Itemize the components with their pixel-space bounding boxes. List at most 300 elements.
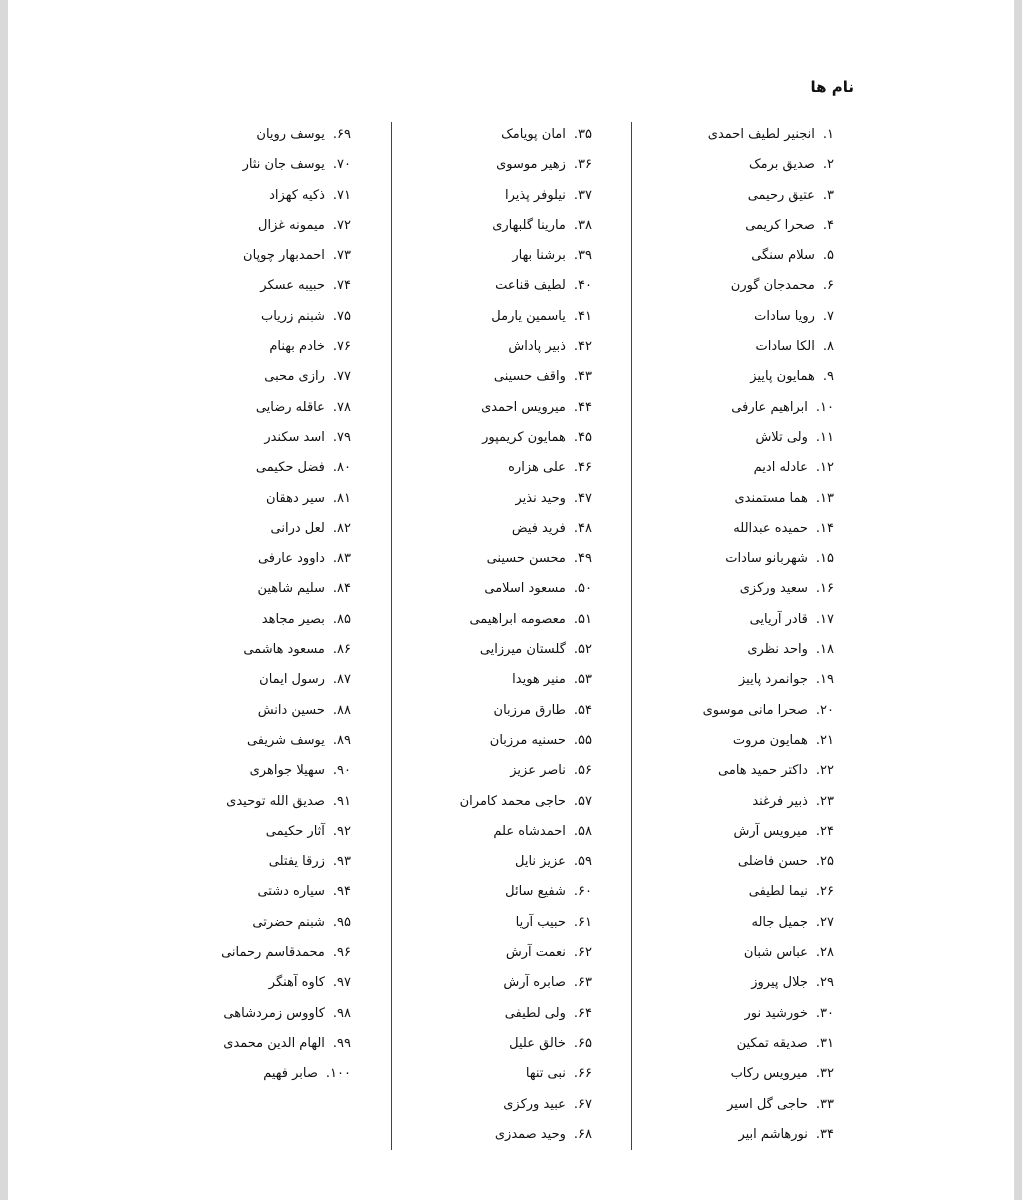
person-name: ولی تلاش — [755, 429, 808, 445]
person-name: جلال پیروز — [751, 975, 808, 991]
list-item — [392, 756, 592, 786]
item-number: ۲۲. — [815, 763, 834, 779]
person-name: لعل درانی — [270, 520, 325, 536]
person-name: یوسف شریفی — [246, 732, 325, 748]
item-number: ۴۹. — [573, 551, 592, 567]
person-name: ذبیر فرغند — [752, 793, 808, 809]
item-number: ۳۶. — [573, 157, 592, 173]
person-name: همایون کریمپور — [482, 429, 566, 445]
list-item — [151, 241, 351, 271]
item-number: ۳۴. — [815, 1126, 834, 1142]
person-name: هما مستمندی — [734, 490, 808, 506]
item-number: ۳۵. — [573, 127, 592, 142]
person-name: وحید صمدزی — [494, 1126, 566, 1142]
item-number: ۵۰. — [573, 581, 592, 597]
list-item — [392, 1120, 592, 1150]
person-name: الکا سادات — [755, 339, 815, 355]
person-name: احمدبهار چوپان — [243, 248, 325, 264]
list-item — [151, 120, 351, 150]
item-number: ۵۴. — [573, 702, 592, 718]
person-name: صحرا کریمی — [745, 217, 815, 233]
item-number: ۱۴. — [815, 520, 834, 536]
item-number: ۹۰. — [332, 763, 351, 779]
item-number: ۲۹. — [815, 975, 834, 991]
list-item — [392, 362, 592, 392]
list-item — [151, 514, 351, 544]
person-name: قادر آریایی — [749, 611, 808, 627]
person-name: حسین دانش — [257, 702, 325, 718]
person-name: رویا سادات — [754, 308, 815, 324]
list-item — [151, 968, 351, 998]
person-name: زهیر موسوی — [496, 157, 566, 173]
item-number: ۵۷. — [573, 793, 592, 809]
item-number: ۶۵. — [573, 1035, 592, 1051]
person-name: فرید فیض — [511, 520, 566, 536]
item-number: ۴۳. — [573, 369, 592, 385]
person-name: عتیق رحیمی — [747, 187, 815, 203]
list-item — [392, 908, 592, 938]
item-number: ۴۵. — [573, 429, 592, 445]
person-name: طارق مرزبان — [493, 702, 566, 718]
item-number: ۳. — [822, 187, 834, 203]
person-name: عبید ورکزی — [503, 1096, 566, 1112]
person-name: منیر هویدا — [512, 672, 566, 688]
person-name: صدیقه تمکین — [736, 1035, 808, 1051]
item-number: ۳۱. — [815, 1035, 834, 1051]
item-number: ۹۷. — [332, 975, 351, 991]
person-name: میمونه غزال — [258, 217, 325, 233]
list-item — [151, 756, 351, 786]
item-number: ۲۱. — [815, 732, 834, 748]
list-item — [151, 423, 351, 453]
person-name: رازی محبی — [264, 369, 325, 385]
list-item — [151, 271, 351, 301]
person-name: لطیف قناعت — [495, 278, 566, 294]
list-item — [151, 847, 351, 877]
item-number: ۳۷. — [573, 187, 592, 203]
person-name: میرویس احمدی — [481, 399, 566, 415]
list-item — [634, 484, 834, 514]
list-item — [634, 514, 834, 544]
item-number: ۱۲. — [815, 460, 834, 476]
item-number: ۸۱. — [332, 490, 351, 506]
item-number: ۱. — [822, 127, 834, 142]
person-name: گلستان میرزایی — [479, 642, 566, 658]
item-number: ۷۳. — [332, 248, 351, 264]
item-number: ۷۵. — [332, 308, 351, 324]
person-name: نیلوفر پذیرا — [504, 187, 566, 203]
item-number: ۱۵. — [815, 551, 834, 567]
item-number: ۲۳. — [815, 793, 834, 809]
list-item — [634, 302, 834, 332]
item-number: ۱۳. — [815, 490, 834, 506]
person-name: شهربانو سادات — [725, 551, 808, 567]
person-name: اسد سکندر — [264, 429, 325, 445]
person-name: خورشید نور — [744, 1005, 808, 1021]
list-item — [392, 817, 592, 847]
person-name: وحید نذیر — [515, 490, 566, 506]
person-name: حبیبه عسکر — [260, 278, 325, 294]
list-item — [634, 423, 834, 453]
item-number: ۶۶. — [573, 1066, 592, 1082]
item-number: ۳۲. — [815, 1066, 834, 1082]
list-item — [634, 847, 834, 877]
list-item — [392, 877, 592, 907]
list-item — [634, 544, 834, 574]
list-item — [392, 968, 592, 998]
item-number: ۸۷. — [332, 672, 351, 688]
person-name: آثار حکیمی — [265, 823, 325, 839]
person-name: یوسف جان نثار — [242, 157, 325, 173]
person-name: عاقله رضایی — [255, 399, 325, 415]
item-number: ۴۰. — [573, 278, 592, 294]
person-name: حبیب آریا — [515, 914, 566, 930]
list-item — [151, 1029, 351, 1059]
list-item — [392, 241, 592, 271]
person-name: واقف حسینی — [493, 369, 566, 385]
item-number: ۷۸. — [332, 399, 351, 415]
item-number: ۸۳. — [332, 551, 351, 567]
item-number: ۷۲. — [332, 217, 351, 233]
item-number: ۶۲. — [573, 945, 592, 961]
item-number: ۴۸. — [573, 520, 592, 536]
person-name: عادله ادیم — [753, 460, 808, 476]
list-item — [151, 1059, 351, 1089]
item-number: ۹۸. — [332, 1005, 351, 1021]
item-number: ۴۶. — [573, 460, 592, 476]
person-name: حاجی محمد کامران — [459, 793, 566, 809]
person-name: نورهاشم ابیر — [738, 1126, 808, 1142]
list-item — [151, 908, 351, 938]
list-item — [392, 1029, 592, 1059]
list-item — [392, 938, 592, 968]
item-number: ۵. — [822, 248, 834, 264]
person-name: همایون مروت — [732, 732, 808, 748]
item-number: ۹۱. — [332, 793, 351, 809]
person-name: میرویس آرش — [733, 823, 808, 839]
item-number: ۲۴. — [815, 823, 834, 839]
item-number: ۵۶. — [573, 763, 592, 779]
person-name: بصیر مجاهد — [261, 611, 325, 627]
item-number: ۸۵. — [332, 611, 351, 627]
person-name: ذکیه کهزاد — [269, 187, 325, 203]
item-number: ۲۶. — [815, 884, 834, 900]
item-number: ۵۲. — [573, 642, 592, 658]
list-item — [634, 181, 834, 211]
item-number: ۶۸. — [573, 1126, 592, 1142]
item-number: ۹۹. — [332, 1035, 351, 1051]
person-name: سهیلا جواهری — [249, 763, 325, 779]
item-number: ۶۹. — [332, 127, 351, 142]
person-name: علی هزاره — [508, 460, 566, 476]
item-number: ۴۷. — [573, 490, 592, 506]
person-name: ذبیر پاداش — [508, 339, 566, 355]
list-item — [634, 999, 834, 1029]
list-item — [392, 453, 592, 483]
list-item — [634, 726, 834, 756]
person-name: داوود عارفی — [257, 551, 325, 567]
item-number: ۴۱. — [573, 308, 592, 324]
person-name: زرقا یفتلی — [268, 854, 325, 870]
item-number: ۱۷. — [815, 611, 834, 627]
person-name: سیر دهقان — [266, 490, 325, 506]
person-name: همایون پاییز — [750, 369, 815, 385]
list-item — [392, 726, 592, 756]
person-name: عزیز نایل — [514, 854, 566, 870]
list-item — [634, 362, 834, 392]
list-item — [634, 635, 834, 665]
item-number: ۱۰۰. — [325, 1066, 351, 1082]
item-number: ۸۹. — [332, 732, 351, 748]
item-number: ۲۵. — [815, 854, 834, 870]
person-name: ابراهیم عارفی — [731, 399, 808, 415]
list-item — [392, 302, 592, 332]
person-name: حسنیه مرزبان — [489, 732, 566, 748]
person-name: صدیق برمک — [749, 157, 815, 173]
list-item — [634, 120, 834, 150]
list-item — [634, 817, 834, 847]
page-title: نام ها — [810, 78, 854, 96]
item-number: ۸۴. — [332, 581, 351, 597]
list-item — [392, 120, 592, 150]
list-item — [634, 241, 834, 271]
list-item — [392, 514, 592, 544]
list-item — [151, 362, 351, 392]
list-item — [392, 665, 592, 695]
person-name: نبی تنها — [525, 1066, 566, 1082]
list-item — [151, 393, 351, 423]
item-number: ۲۰. — [815, 702, 834, 718]
person-name: مارینا گلبهاری — [492, 217, 566, 233]
item-number: ۹۶. — [332, 945, 351, 961]
person-name: واحد نظری — [747, 642, 808, 658]
item-number: ۴۲. — [573, 339, 592, 355]
item-number: ۱۶. — [815, 581, 834, 597]
document-page — [8, 0, 1014, 1200]
list-item — [634, 756, 834, 786]
list-item — [392, 423, 592, 453]
list-item — [392, 271, 592, 301]
item-number: ۷۴. — [332, 278, 351, 294]
person-name: فضل حکیمی — [255, 460, 325, 476]
list-item — [634, 332, 834, 362]
person-name: یوسف رویان — [256, 127, 325, 142]
item-number: ۸۶. — [332, 642, 351, 658]
person-name: ولی لطیفی — [504, 1005, 566, 1021]
person-name: احمدشاه علم — [493, 823, 566, 839]
list-item — [392, 181, 592, 211]
item-number: ۹۳. — [332, 854, 351, 870]
list-item — [151, 817, 351, 847]
person-name: معصومه ابراهیمی — [469, 611, 566, 627]
item-number: ۹۵. — [332, 914, 351, 930]
item-number: ۵۸. — [573, 823, 592, 839]
item-number: ۸۰. — [332, 460, 351, 476]
item-number: ۲۷. — [815, 914, 834, 930]
list-item — [151, 787, 351, 817]
list-item — [392, 150, 592, 180]
list-item — [634, 150, 834, 180]
list-item — [151, 665, 351, 695]
list-item — [634, 1120, 834, 1150]
names-column-1 — [634, 120, 834, 1150]
item-number: ۳۳. — [815, 1096, 834, 1112]
list-item — [151, 484, 351, 514]
person-name: محمدقاسم رحمانی — [221, 945, 325, 961]
person-name: داکتر حمید هامی — [718, 763, 808, 779]
list-item — [634, 211, 834, 241]
names-column-2 — [392, 120, 592, 1150]
item-number: ۹۲. — [332, 823, 351, 839]
item-number: ۸۲. — [332, 520, 351, 536]
person-name: نیما لطیفی — [748, 884, 808, 900]
item-number: ۹. — [822, 369, 834, 385]
item-number: ۶۴. — [573, 1005, 592, 1021]
item-number: ۱۹. — [815, 672, 834, 688]
person-name: یاسمین یارمل — [491, 308, 566, 324]
item-number: ۸۸. — [332, 702, 351, 718]
list-item — [151, 211, 351, 241]
person-name: میرویس رکاب — [730, 1066, 808, 1082]
person-name: محمدجان گورن — [730, 278, 815, 294]
person-name: حسن فاضلی — [737, 854, 808, 870]
item-number: ۴۴. — [573, 399, 592, 415]
list-item — [151, 544, 351, 574]
list-item — [634, 877, 834, 907]
list-item — [634, 968, 834, 998]
person-name: صابره آرش — [503, 975, 566, 991]
person-name: الهام الدین محمدی — [223, 1035, 325, 1051]
list-item — [634, 665, 834, 695]
person-name: شفیع سائل — [505, 884, 566, 900]
person-name: برشنا بهار — [512, 248, 566, 264]
column-divider — [631, 122, 632, 1150]
list-item — [634, 453, 834, 483]
list-item — [151, 938, 351, 968]
list-item — [634, 908, 834, 938]
list-item — [151, 605, 351, 635]
list-item — [151, 332, 351, 362]
item-number: ۵۱. — [573, 611, 592, 627]
person-name: کاووس زمردشاهی — [223, 1005, 325, 1021]
list-item — [151, 696, 351, 726]
list-item — [392, 211, 592, 241]
person-name: صحرا مانی موسوی — [702, 702, 808, 718]
person-name: شبنم زریاب — [260, 308, 325, 324]
list-item — [634, 1059, 834, 1089]
person-name: سیاره دشتی — [257, 884, 325, 900]
list-item — [392, 787, 592, 817]
person-name: مسعود اسلامی — [484, 581, 566, 597]
person-name: محسن حسینی — [486, 551, 566, 567]
list-item — [634, 574, 834, 604]
item-number: ۵۳. — [573, 672, 592, 688]
person-name: صابر فهیم — [263, 1066, 318, 1082]
list-item — [151, 181, 351, 211]
list-item — [392, 696, 592, 726]
list-item — [392, 1059, 592, 1089]
list-item — [392, 332, 592, 362]
item-number: ۱۰. — [815, 399, 834, 415]
item-number: ۷۹. — [332, 429, 351, 445]
list-item — [634, 787, 834, 817]
item-number: ۷۷. — [332, 369, 351, 385]
person-name: صدیق الله توحیدی — [226, 793, 325, 809]
person-name: عباس شبان — [743, 945, 808, 961]
list-item — [634, 605, 834, 635]
list-item — [392, 635, 592, 665]
person-name: جمیل جاله — [751, 914, 808, 930]
item-number: ۲. — [822, 157, 834, 173]
item-number: ۱۱. — [815, 429, 834, 445]
person-name: سعید ورکزی — [739, 581, 808, 597]
column-divider — [391, 122, 392, 1150]
list-item — [151, 453, 351, 483]
list-item — [392, 393, 592, 423]
names-column-3 — [151, 120, 351, 1090]
item-number: ۶۷. — [573, 1096, 592, 1112]
list-item — [634, 696, 834, 726]
item-number: ۹۴. — [332, 884, 351, 900]
item-number: ۷۱. — [332, 187, 351, 203]
person-name: خادم بهنام — [269, 339, 325, 355]
list-item — [392, 544, 592, 574]
list-item — [392, 847, 592, 877]
item-number: ۷. — [822, 308, 834, 324]
list-item — [151, 635, 351, 665]
list-item — [392, 1090, 592, 1120]
person-name: مسعود هاشمی — [243, 642, 325, 658]
person-name: حاجی گل اسیر — [727, 1096, 808, 1112]
list-item — [634, 393, 834, 423]
person-name: جوانمرد پاییز — [739, 672, 808, 688]
list-item — [151, 574, 351, 604]
list-item — [151, 150, 351, 180]
item-number: ۵۵. — [573, 732, 592, 748]
item-number: ۷۶. — [332, 339, 351, 355]
list-item — [634, 271, 834, 301]
list-item — [392, 574, 592, 604]
person-name: کاوه آهنگر — [268, 975, 325, 991]
person-name: حمیده عبدالله — [733, 520, 808, 536]
person-name: ناصر عزیز — [510, 763, 566, 779]
list-item — [634, 1029, 834, 1059]
list-item — [151, 302, 351, 332]
item-number: ۸. — [822, 339, 834, 355]
list-item — [151, 877, 351, 907]
item-number: ۵۹. — [573, 854, 592, 870]
person-name: سلیم شاهین — [257, 581, 325, 597]
person-name: امان پویامک — [501, 127, 566, 142]
person-name: رسول ایمان — [259, 672, 325, 688]
person-name: شبنم حضرتی — [252, 914, 325, 930]
list-item — [151, 726, 351, 756]
list-item — [151, 999, 351, 1029]
item-number: ۶۰. — [573, 884, 592, 900]
item-number: ۶. — [822, 278, 834, 294]
list-item — [392, 605, 592, 635]
person-name: انجنیر لطیف احمدی — [707, 127, 815, 142]
list-item — [392, 484, 592, 514]
list-item — [634, 938, 834, 968]
item-number: ۷۰. — [332, 157, 351, 173]
item-number: ۶۳. — [573, 975, 592, 991]
list-item — [634, 1090, 834, 1120]
item-number: ۲۸. — [815, 945, 834, 961]
item-number: ۶۱. — [573, 914, 592, 930]
item-number: ۳۸. — [573, 217, 592, 233]
person-name: سلام سنگی — [751, 248, 815, 264]
